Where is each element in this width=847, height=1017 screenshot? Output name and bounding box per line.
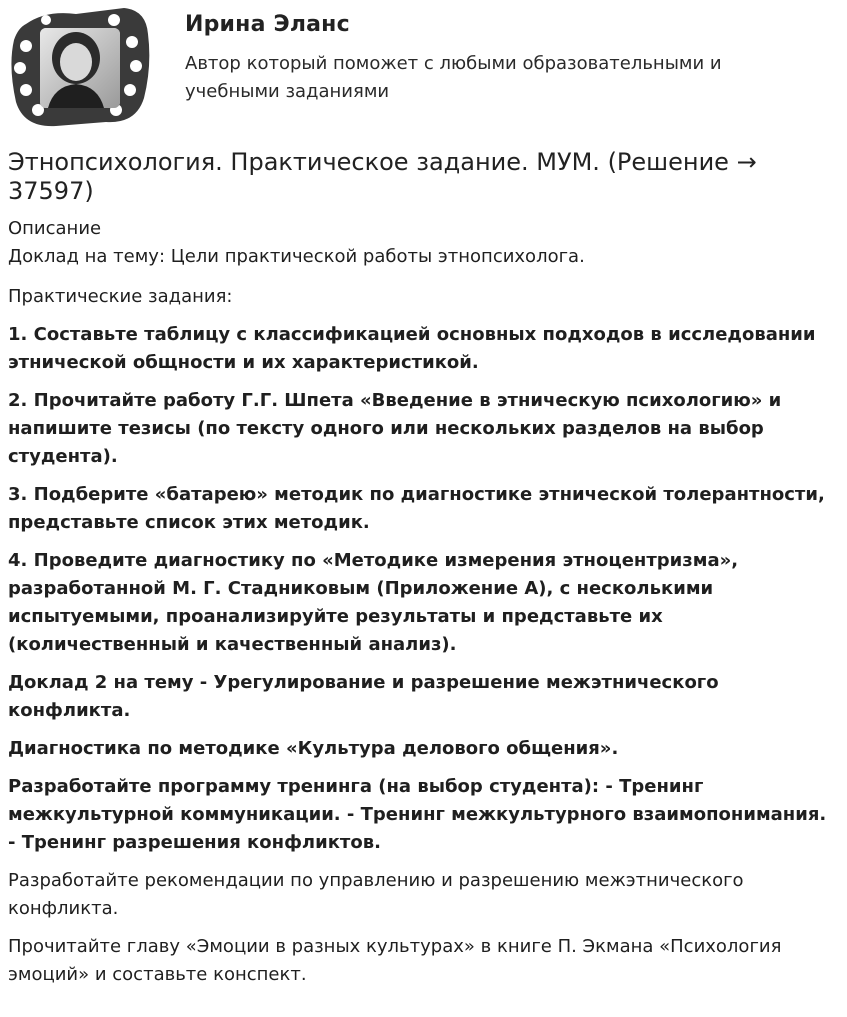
closing-paragraph: Прочитайте главу «Эмоции в разных культурах» в книге П. Экмана «Психология эмоций» и составьте конспект. (8, 936, 782, 985)
task-item: Доклад 2 на тему - Урегулирование и разрешение межэтнического конфликта. (8, 672, 719, 721)
task-item: 3. Подберите «батарею» методик по диагностике этнической толерантности, представьте список этих методик. (8, 484, 825, 533)
author-description: Автор который поможет с любыми образовательными и учебными заданиями (185, 53, 722, 102)
author-header (0, 0, 847, 140)
description-label: Описание (8, 218, 102, 239)
description-text: Доклад на тему: Цели практической работы этнопсихолога. (8, 246, 585, 267)
author-avatar[interactable] (6, 6, 152, 128)
author-name[interactable]: Ирина Эланс (185, 12, 350, 37)
page-title: Этнопсихология. Практическое задание. МУМ. (Решение → 37597) (8, 148, 757, 205)
practical-label: Практические задания: (8, 286, 233, 307)
closing-paragraph: Разработайте рекомендации по управлению и разрешению межэтнического конфликта. (8, 870, 744, 919)
task-item: 2. Прочитайте работу Г.Г. Шпета «Введение в этническую психологию» и напишите тезисы (по тексту одного или нескольких разделов на выбор студента). (8, 390, 782, 467)
task-item: 4. Проведите диагностику по «Методике измерения этноцентризма», разработанной М. Г. Стадниковым (Приложение А), с несколькими испытуемыми, проанализируйте результаты и представьте их (количественный и качественный анализ). (8, 550, 739, 655)
task-item: Разработайте программу тренинга (на выбор студента): - Тренинг межкультурной коммуникации. - Тренинг межкультурного взаимопонимания. - Тренинг разрешения конфликтов. (8, 776, 827, 853)
task-item: Диагностика по методике «Культура делового общения». (8, 738, 619, 759)
main-content (0, 148, 847, 989)
task-item: 1. Составьте таблицу с классификацией основных подходов в исследовании этнической общности и их характеристикой. (8, 324, 816, 373)
